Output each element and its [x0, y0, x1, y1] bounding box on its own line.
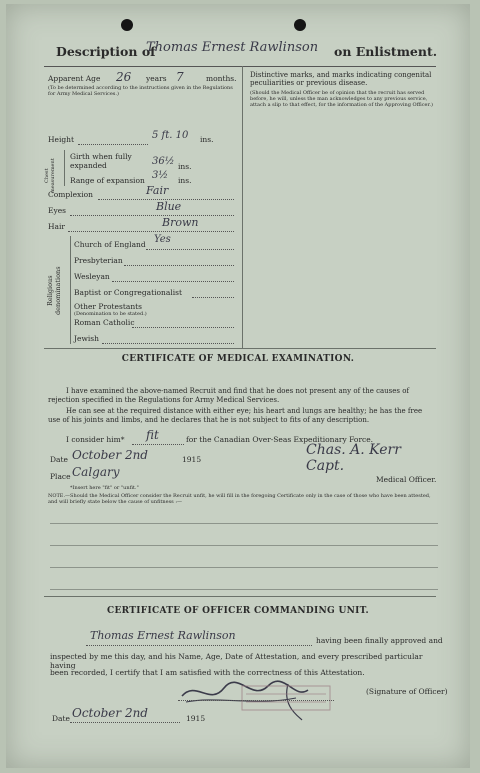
eyes-dots: [70, 215, 234, 216]
eyes-value: Blue: [156, 200, 182, 213]
religion-dots-0: [146, 249, 234, 250]
religion-baptist: Baptist or Congregationalist: [74, 288, 182, 297]
medical-place-label: Place: [50, 472, 71, 481]
commanding-date-value: October 2nd: [72, 706, 148, 720]
chest-range-label: Range of expansion: [70, 176, 145, 185]
commanding-text-1: having been finally approved and: [316, 636, 443, 645]
signature-dots: [178, 700, 334, 701]
religion-jewish: Jewish: [74, 334, 99, 343]
document-title-prefix: Description of: [56, 44, 156, 59]
medical-para-1: I have examined the above-named Recruit and find that he does not present any of the causes of rejection specified in the Regulations for Army Medical Services.: [48, 387, 410, 404]
chest-girth-value: 36½: [152, 156, 175, 167]
commanding-recruit-name: Thomas Ernest Rawlinson: [90, 629, 236, 642]
insert-note: *Insert here "fit" or "unfit.": [70, 485, 139, 491]
religion-side-label: Religious denominations: [46, 266, 62, 316]
height-unit: ins.: [200, 135, 214, 144]
distinctive-marks-title: Distinctive marks, and marks indicating congenital peculiarities or previous disease.: [250, 71, 432, 87]
age-label: Apparent Age: [48, 74, 101, 83]
medical-place-value: Calgary: [72, 465, 120, 479]
hair-label: Hair: [48, 222, 65, 231]
religion-other-protestants: Other Protestants: [74, 302, 143, 311]
hair-dots: [68, 231, 234, 232]
consider-label: I consider him*: [66, 435, 125, 444]
religion-wesleyan: Wesleyan: [74, 272, 110, 281]
commanding-year: 1915: [186, 714, 206, 723]
age-note: (To be determined according to the instructions given in the Regulations for Army Medical Services.): [48, 85, 233, 97]
punch-hole-left: [121, 19, 133, 31]
header-rule: [44, 66, 436, 67]
medical-officer-signature: Chas. A. Kerr Capt.: [306, 442, 401, 474]
section-rule-1: [44, 348, 436, 349]
chest-range-unit: ins.: [178, 176, 192, 185]
chest-range-value: 3½: [152, 170, 169, 181]
medical-date-value: October 2nd: [72, 448, 148, 462]
commanding-text-2: inspected by me this day, and his Name, Age, Date of Attestation, and every prescribed particular having: [50, 652, 423, 670]
hair-value: Brown: [162, 216, 199, 229]
document-title-suffix: on Enlistment.: [334, 44, 438, 59]
religion-dots-3: [192, 297, 234, 298]
religion-church-of-england-value: Yes: [154, 234, 171, 245]
attestation-page: [6, 4, 470, 768]
complexion-label: Complexion: [48, 190, 93, 199]
distinctive-marks-note: (Should the Medical Officer be of opinion that the recruit has served before, he will, unless the man acknowledges to any previous service, attach a slip to that effect, for the information of the Approving Officer.): [250, 90, 433, 108]
punch-hole-right: [294, 19, 306, 31]
height-label: Height: [48, 135, 75, 144]
height-dots: [78, 144, 148, 145]
height-value: 5 ft. 10: [152, 130, 189, 141]
religion-dots-2: [112, 281, 234, 282]
unfit-cause-line-2: [50, 545, 438, 546]
religion-roman-catholic: Roman Catholic: [74, 318, 135, 327]
chest-bracket: [64, 150, 65, 186]
age-years-value: 26: [116, 70, 132, 84]
chest-girth-unit: ins.: [178, 162, 192, 171]
consider-dots: [132, 444, 184, 445]
consider-suffix: for the Canadian Over-Seas Expeditionary Force.: [186, 435, 374, 444]
chest-girth-label: Girth when fully expanded: [70, 152, 132, 170]
medical-para-2: He can see at the required distance with either eye; his heart and lungs are healthy; he has the free use of his joints and limbs, and he declares that he is not subject to fits of any description.: [48, 407, 423, 424]
eyes-label: Eyes: [48, 206, 66, 215]
commanding-certificate-title: CERTIFICATE OF OFFICER COMMANDING UNIT.: [107, 606, 369, 616]
religion-dots-6: [102, 343, 234, 344]
unfit-note: NOTE.—Should the Medical Officer consider the Recruit unfit, he will fill in the foregoing Certificate only in the case of those who have been attested, and will briefly state below the cause of unfitness :—: [48, 493, 431, 505]
age-months-value: 7: [176, 70, 184, 84]
religion-presbyterian: Presbyterian: [74, 256, 123, 265]
commanding-text-3: been recorded, I certify that I am satisfied with the correctness of this Attestation.: [50, 668, 365, 677]
medical-certificate-title: CERTIFICATE OF MEDICAL EXAMINATION.: [121, 354, 355, 364]
age-months-label: months.: [206, 74, 237, 83]
commanding-name-dots: [86, 645, 312, 646]
medical-officer-label: Medical Officer.: [376, 475, 437, 484]
signature-of-officer-label: (Signature of Officer): [366, 687, 448, 696]
chest-side-label: Chest measurement: [44, 158, 56, 194]
commanding-date-label: Date: [52, 714, 70, 723]
unfit-cause-line-1: [50, 523, 438, 524]
religion-bracket: [70, 236, 71, 344]
recruit-name: Thomas Ernest Rawlinson: [146, 40, 319, 55]
column-divider: [242, 66, 243, 348]
religion-dots-5: [132, 327, 234, 328]
consider-value: fit: [146, 428, 159, 442]
commanding-date-dots: [70, 722, 180, 723]
medical-year: 1915: [182, 455, 202, 464]
unfit-cause-line-3: [50, 567, 438, 568]
age-years-label: years: [146, 74, 167, 83]
complexion-value: Fair: [146, 184, 169, 197]
religion-other-note: (Denomination to be stated.): [74, 311, 147, 317]
medical-date-label: Date: [50, 455, 68, 464]
unfit-cause-line-4: [50, 589, 438, 590]
religion-dots-1: [124, 265, 234, 266]
section-rule-2: [44, 596, 436, 597]
religion-church-of-england: Church of England: [74, 240, 146, 249]
